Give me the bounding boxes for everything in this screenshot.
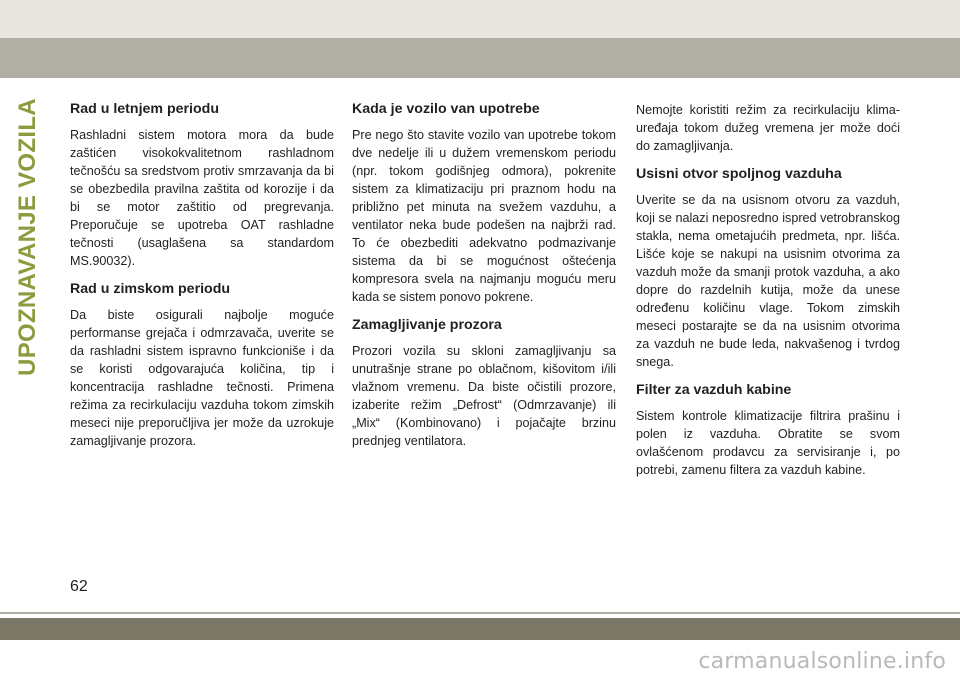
paragraph-vehicle-storage: Pre nego što stavite vozilo van upotrebe tokom dve nedelje ili u dužem vremenskom periodu (npr. tokom godišnjeg odmora), pokrenite sistem za klimatizaciju pri praznom hodu na približno pet minuta na svežem vazduhu, a ventilator neka bude podešen na najbrži rad. To će obezbediti adekvatno podmazivanje sistema da bi se mogućnost oštećenja kompresora svela na najmanju moguću meru kada se sistem ponovo pokrene. xyxy=(352,128,616,304)
section-vehicle-storage xyxy=(352,100,616,306)
column-2 xyxy=(352,100,616,460)
side-chapter-title-text: UPOZNAVANJE VOZILA xyxy=(14,98,41,376)
column-3 xyxy=(636,100,900,489)
footer-rule xyxy=(0,612,960,614)
section-cabin-air-filter xyxy=(636,381,900,479)
footer-band xyxy=(0,618,960,640)
heading-vehicle-storage: Kada je vozilo van upotrebe xyxy=(352,101,540,117)
section-outside-air-intake xyxy=(636,165,900,371)
heading-winter-operation: Rad u zimskom periodu xyxy=(70,281,231,297)
section-window-fogging xyxy=(352,316,616,450)
paragraph-recirculation-note: Nemojte koristiti režim za recirkulaciju klima-uređaja tokom dužeg vremena jer može doći do zamagljivanja. xyxy=(636,103,900,153)
heading-outside-air-intake: Usisni otvor spoljnog vazduha xyxy=(636,166,842,182)
heading-cabin-air-filter: Filter za vazduh kabine xyxy=(636,382,792,398)
page-number: 62 xyxy=(70,578,88,595)
column-1 xyxy=(70,100,334,460)
section-winter-operation xyxy=(70,280,334,450)
heading-window-fogging: Zamagljivanje prozora xyxy=(352,317,502,333)
paragraph-window-fogging: Prozori vozila su skloni zamagljivanju sa unutrašnje strane po oblačnom, kišovitom i/ili vlažnom vremenu. Da biste očistili prozore, izaberite režim „Defrost“ (Odmrzavanje) ili „Mix“ (Kombinovano) i pojačajte brzinu prednjeg ventilatora. xyxy=(352,344,616,448)
section-summer-operation xyxy=(70,100,334,270)
heading-summer-operation: Rad u letnjem periodu xyxy=(70,101,219,117)
paragraph-winter-operation: Da biste osigurali najbolje moguće performanse grejača i odmrzavača, uverite se da rashladni sistem ispravno funkcioniše i da se koristi odgovarajuća količina, tip i koncentracija rashladne tečnosti. Primena režima za recirkulaciju vazduha tokom zimskih meseci nije preporučljiva jer može da uzrokuje zamagljivanje prozora. xyxy=(70,308,334,448)
header-band-dark xyxy=(0,38,960,78)
paragraph-cabin-air-filter: Sistem kontrole klimatizacije filtrira prašinu i polen iz vazduha. Obratite se svom ovlašćenom prodavcu za servisiranje i, po potrebi, zamenu filtera za vazduh kabine. xyxy=(636,409,900,477)
side-chapter-title xyxy=(10,92,46,382)
watermark-text: carmanualsonline.info xyxy=(698,649,946,674)
paragraph-outside-air-intake: Uverite se da na usisnom otvoru za vazduh, koji se nalazi neposredno ispred vetrobranskog stakla, nema ometajućih predmeta, npr. lišća. Lišće koje se nakupi na usisnim otvorima za vazduh može da smanji protok vazduha, a ako dopre do razdelnih kutija, može da unese određenu količinu vlage. Tokom zimskih meseci postarajte se da na usisnim otvorima za vazduh ne bude leda, nakvašenog i tvrdog snega. xyxy=(636,193,900,369)
paragraph-summer-operation: Rashladni sistem motora mora da bude zaštićen visokokvalitetnom rashladnom tečnošću sa sredstvom protiv smrzavanja da bi se obezbedila pravilna zaštita od korozije i da bi se motor zaštitio od pregrevanja. Preporučuje se upotreba OAT rashladne tečnosti (usaglašena sa standardom MS.90032). xyxy=(70,128,334,268)
